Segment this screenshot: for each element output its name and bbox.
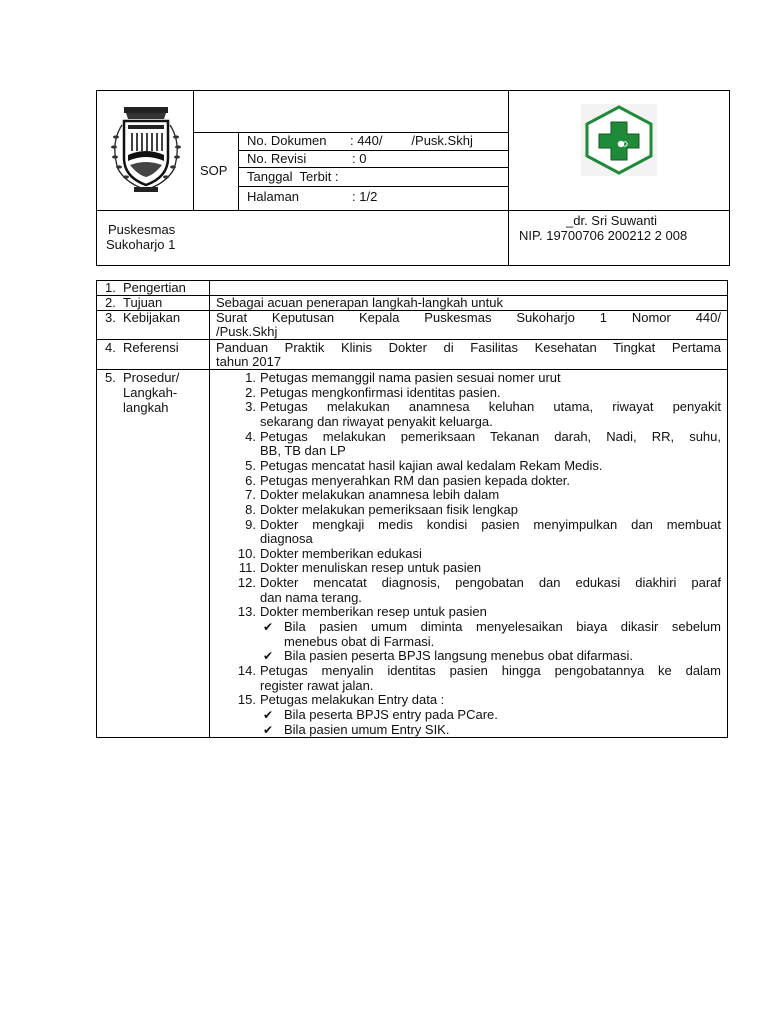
step-text: Petugas menyerahkan RM dan pasien kepada dokter. bbox=[260, 472, 571, 488]
step-text: Petugas mencatat hasil kajian awal kedalam Rekam Medis. bbox=[260, 457, 603, 473]
section-text-referensi-line-2: tahun 2017 bbox=[216, 354, 282, 369]
section-text-tujuan: Sebagai acuan penerapan langkah-langkah untuk bbox=[216, 295, 503, 310]
bullet-text: Bila pasien peserta BPJS langsung menebus obat difarmasi. bbox=[284, 648, 634, 664]
revision-value: : 0 bbox=[352, 151, 367, 166]
step-number: 7. bbox=[245, 487, 256, 503]
section-label-pengertian: Pengertian bbox=[123, 280, 186, 295]
step-number: 15. bbox=[237, 692, 256, 708]
step-text: Petugas melakukan anamnesa keluhan utama, riwayat penyakit bbox=[260, 399, 721, 415]
section-label-tujuan: Tujuan bbox=[123, 295, 163, 310]
signer-name: _dr. Sri Suwanti bbox=[566, 213, 658, 228]
check-bullet-icon: ✔ bbox=[263, 620, 274, 635]
step-number: 1. bbox=[245, 370, 256, 385]
regency-emblem-icon bbox=[104, 103, 188, 195]
section-text-referensi-line-1: Panduan Praktik Klinis Dokter di Fasilitas Kesehatan Tingkat Pertama bbox=[216, 340, 721, 355]
bullet-text: Bila pasien umum Entry SIK. bbox=[284, 721, 450, 737]
puskesmas-logo-icon bbox=[581, 104, 657, 176]
step-text: sekarang dan riwayat penyakit keluarga. bbox=[260, 413, 493, 429]
section-number: 3. bbox=[105, 310, 116, 325]
step-text: Petugas melakukan pemeriksaan Tekanan darah, Nadi, RR, suhu, bbox=[260, 428, 721, 444]
step-number: 10. bbox=[237, 545, 256, 561]
step-text: Dokter menuliskan resep untuk pasien bbox=[260, 560, 482, 576]
step-number: 4. bbox=[245, 428, 256, 444]
section-number: 1. bbox=[105, 280, 116, 295]
org-name-line-2: Sukoharjo 1 bbox=[106, 237, 176, 252]
bullet-text: Bila pasien umum diminta menyelesaikan biaya dikasir sebelum bbox=[284, 619, 721, 635]
section-text-kebijakan-line-1: Surat Keputusan Kepala Puskesmas Sukoharjo 1 Nomor 440/ bbox=[216, 310, 721, 325]
section-number: 5. bbox=[105, 370, 116, 385]
revision-label: No. Revisi bbox=[247, 151, 307, 166]
check-bullet-icon: ✔ bbox=[263, 649, 274, 664]
step-number: 13. bbox=[237, 604, 256, 620]
step-number: 6. bbox=[245, 472, 256, 488]
step-text: register rawat jalan. bbox=[260, 677, 374, 693]
step-number: 3. bbox=[245, 399, 256, 415]
step-text: diagnosa bbox=[260, 531, 313, 547]
step-text: Dokter melakukan pemeriksaan fisik lengkap bbox=[260, 501, 518, 517]
step-number: 11. bbox=[238, 560, 256, 576]
section-label-kebijakan: Kebijakan bbox=[123, 310, 181, 325]
page-value: : 1/2 bbox=[352, 189, 378, 204]
section-text-kebijakan-line-2: /Pusk.Skhj bbox=[216, 324, 278, 339]
doc-number-label: No. Dokumen bbox=[247, 133, 327, 148]
page-label: Halaman bbox=[247, 189, 300, 204]
step-text: Petugas memanggil nama pasien sesuai nomer urut bbox=[260, 370, 561, 385]
step-number: 2. bbox=[245, 384, 256, 400]
step-text: Dokter melakukan anamnesa lebih dalam bbox=[260, 487, 500, 503]
org-name-line-1: Puskesmas bbox=[108, 222, 176, 237]
signer-nip: NIP. 19700706 200212 2 008 bbox=[519, 228, 688, 243]
section-label-prosedur-line-3: langkah bbox=[123, 400, 169, 415]
step-number: 12. bbox=[237, 575, 256, 591]
section-number: 2. bbox=[105, 295, 116, 310]
step-number: 14. bbox=[237, 663, 256, 678]
step-text: dan nama terang. bbox=[260, 589, 362, 605]
bullet-text: menebus obat di Farmasi. bbox=[284, 633, 435, 649]
step-text: Dokter memberikan resep untuk pasien bbox=[260, 604, 487, 620]
step-text: BB, TB dan LP bbox=[260, 443, 346, 459]
step-number: 9. bbox=[245, 516, 256, 532]
issue-date-label: Tanggal Terbit : bbox=[247, 169, 339, 184]
doc-number-value: : 440/ /Pusk.Skhj bbox=[350, 133, 473, 148]
step-text: Dokter mencatat diagnosis, pengobatan dan edukasi diakhiri paraf bbox=[260, 575, 721, 591]
check-bullet-icon: ✔ bbox=[263, 707, 274, 722]
bullet-text: Bila peserta BPJS entry pada PCare. bbox=[284, 706, 498, 722]
step-text: Petugas mengkonfirmasi identitas pasien. bbox=[260, 384, 501, 400]
section-label-referensi: Referensi bbox=[123, 340, 179, 355]
section-label-prosedur-line-1: Prosedur/ bbox=[123, 370, 180, 385]
step-number: 8. bbox=[245, 501, 256, 517]
check-bullet-icon: ✔ bbox=[263, 722, 274, 737]
step-number: 5. bbox=[245, 457, 256, 473]
section-number: 4. bbox=[105, 340, 116, 355]
step-text: Petugas melakukan Entry data : bbox=[260, 692, 445, 708]
step-text: Dokter memberikan edukasi bbox=[260, 545, 422, 561]
step-text: Dokter mengkaji medis kondisi pasien menyimpulkan dan membuat bbox=[260, 516, 721, 532]
sop-label: SOP bbox=[200, 163, 228, 178]
section-label-prosedur-line-2: Langkah- bbox=[123, 385, 178, 400]
step-text: Petugas menyalin identitas pasien hingga pengobatannya ke dalam bbox=[260, 663, 721, 678]
